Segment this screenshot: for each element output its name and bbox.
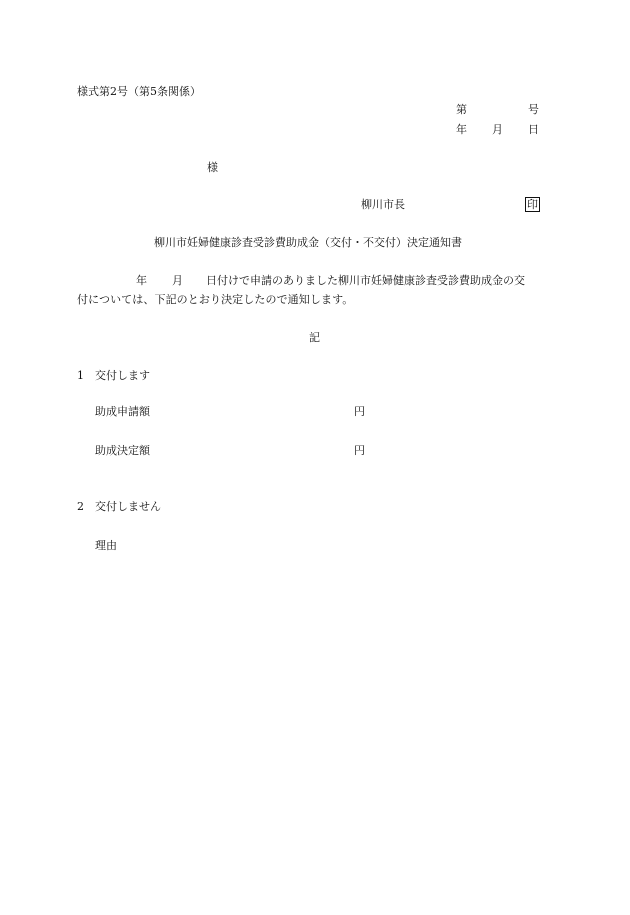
decided-amount-label: 助成決定額	[95, 444, 150, 457]
section2-number: 2	[77, 500, 84, 513]
body-line1: 日付けで申請のありました柳川市妊婦健康診査受診費助成金の交	[206, 274, 525, 287]
number-suffix: 号	[528, 103, 539, 116]
application-amount-unit: 円	[354, 405, 365, 418]
section1-label: 交付します	[95, 369, 150, 382]
reason-label: 理由	[95, 539, 117, 552]
body-line2: 付については、下記のとおり決定したので通知します。	[77, 293, 354, 306]
body-month: 月	[172, 274, 183, 287]
number-prefix: 第	[456, 103, 467, 116]
section1-number: 1	[77, 369, 84, 382]
form-id: 様式第2号（第5条関係）	[77, 85, 201, 98]
date-year: 年	[456, 123, 467, 136]
ki-heading: 記	[309, 331, 320, 344]
document-title: 柳川市妊婦健康診査受診費助成金（交付・不交付）決定通知書	[154, 236, 462, 249]
recipient-honorific: 様	[207, 161, 218, 174]
body-year: 年	[136, 274, 147, 287]
application-amount-label: 助成申請額	[95, 405, 150, 418]
date-day: 日	[528, 123, 539, 136]
seal-text: 印	[527, 198, 538, 211]
sender-name: 柳川市長	[361, 198, 405, 211]
seal-mark	[525, 197, 540, 212]
decided-amount-unit: 円	[354, 444, 365, 457]
section2-label: 交付しません	[95, 500, 161, 513]
date-month: 月	[492, 123, 503, 136]
